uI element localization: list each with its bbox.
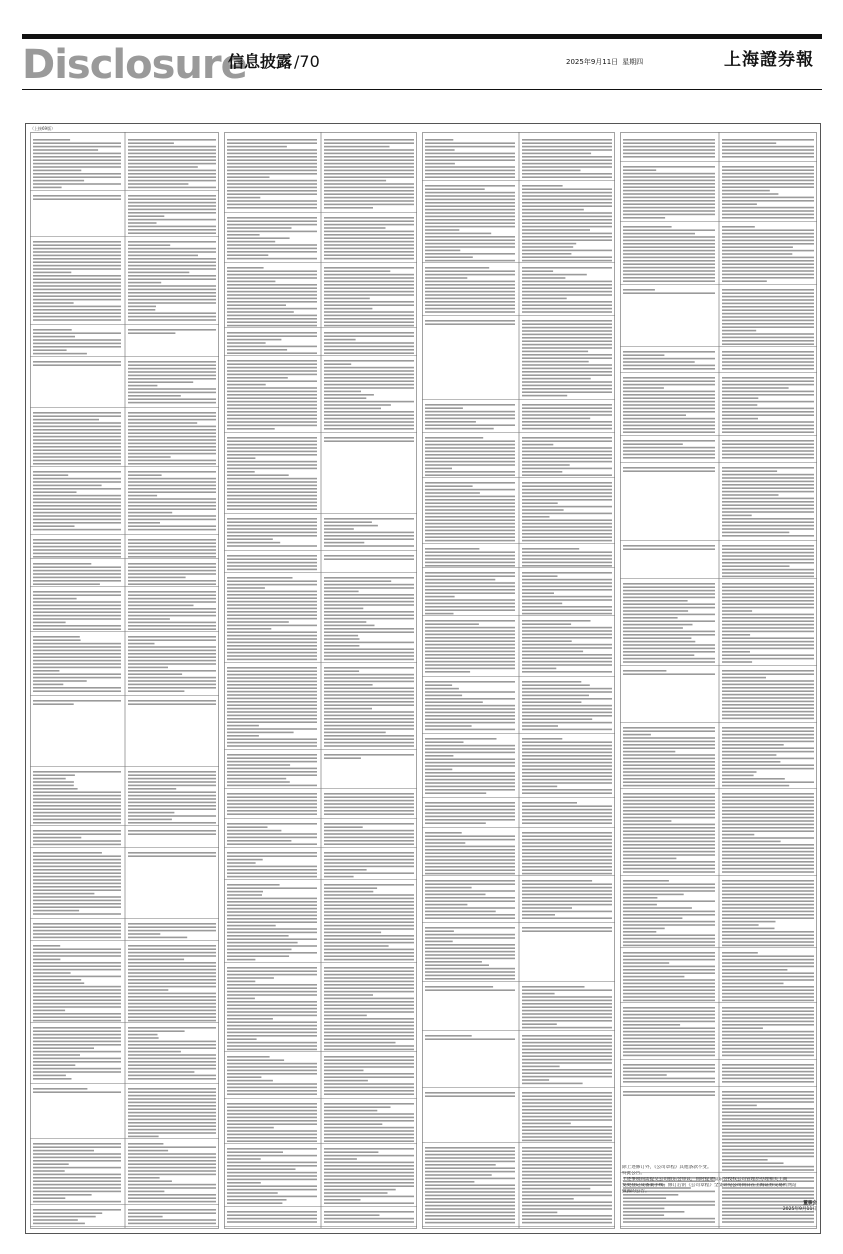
footer-signature: 董事会 xyxy=(803,1201,817,1206)
footer-line: 除上述修订外，《公司章程》其他条款不变。 xyxy=(622,1165,712,1170)
footer-line: 特此公告。 xyxy=(622,1171,645,1176)
column-3 xyxy=(422,126,615,1230)
column-4 xyxy=(620,126,817,1230)
table-graphic xyxy=(224,126,417,1230)
page-number: /70 xyxy=(294,52,320,71)
issue-weekday: 星期四 xyxy=(622,58,644,66)
table-graphic xyxy=(30,126,219,1230)
section-title xyxy=(228,52,320,72)
disclosure-brand: Disclosure xyxy=(22,42,247,88)
footer-line: 上述事项尚需提交公司股东会审议，同时提请股东会授权公司管理层办理相关工商 xyxy=(622,1177,788,1182)
column-1-lead: （上接69版） xyxy=(30,126,56,131)
column-1 xyxy=(30,126,219,1230)
issue-date: 2025年9月11日 xyxy=(566,58,619,66)
newspaper-logo: 上海證券報 xyxy=(724,50,814,70)
top-rule xyxy=(22,34,822,39)
footer-line: 变更登记及备案手续，修订后的《公司章程》全文详见公司同日在上海证券交易所网站 xyxy=(622,1183,797,1188)
column-2 xyxy=(224,126,417,1230)
footer-line: 披露的公告。 xyxy=(622,1189,650,1194)
table-graphic xyxy=(422,126,615,1230)
dateline xyxy=(566,57,647,67)
footer-notice xyxy=(622,1165,817,1213)
masthead-rule xyxy=(22,89,822,90)
section-name: 信息披露 xyxy=(228,52,293,71)
footer-date: 2025年9月11日 xyxy=(782,1207,817,1212)
table-graphic xyxy=(620,126,817,1230)
